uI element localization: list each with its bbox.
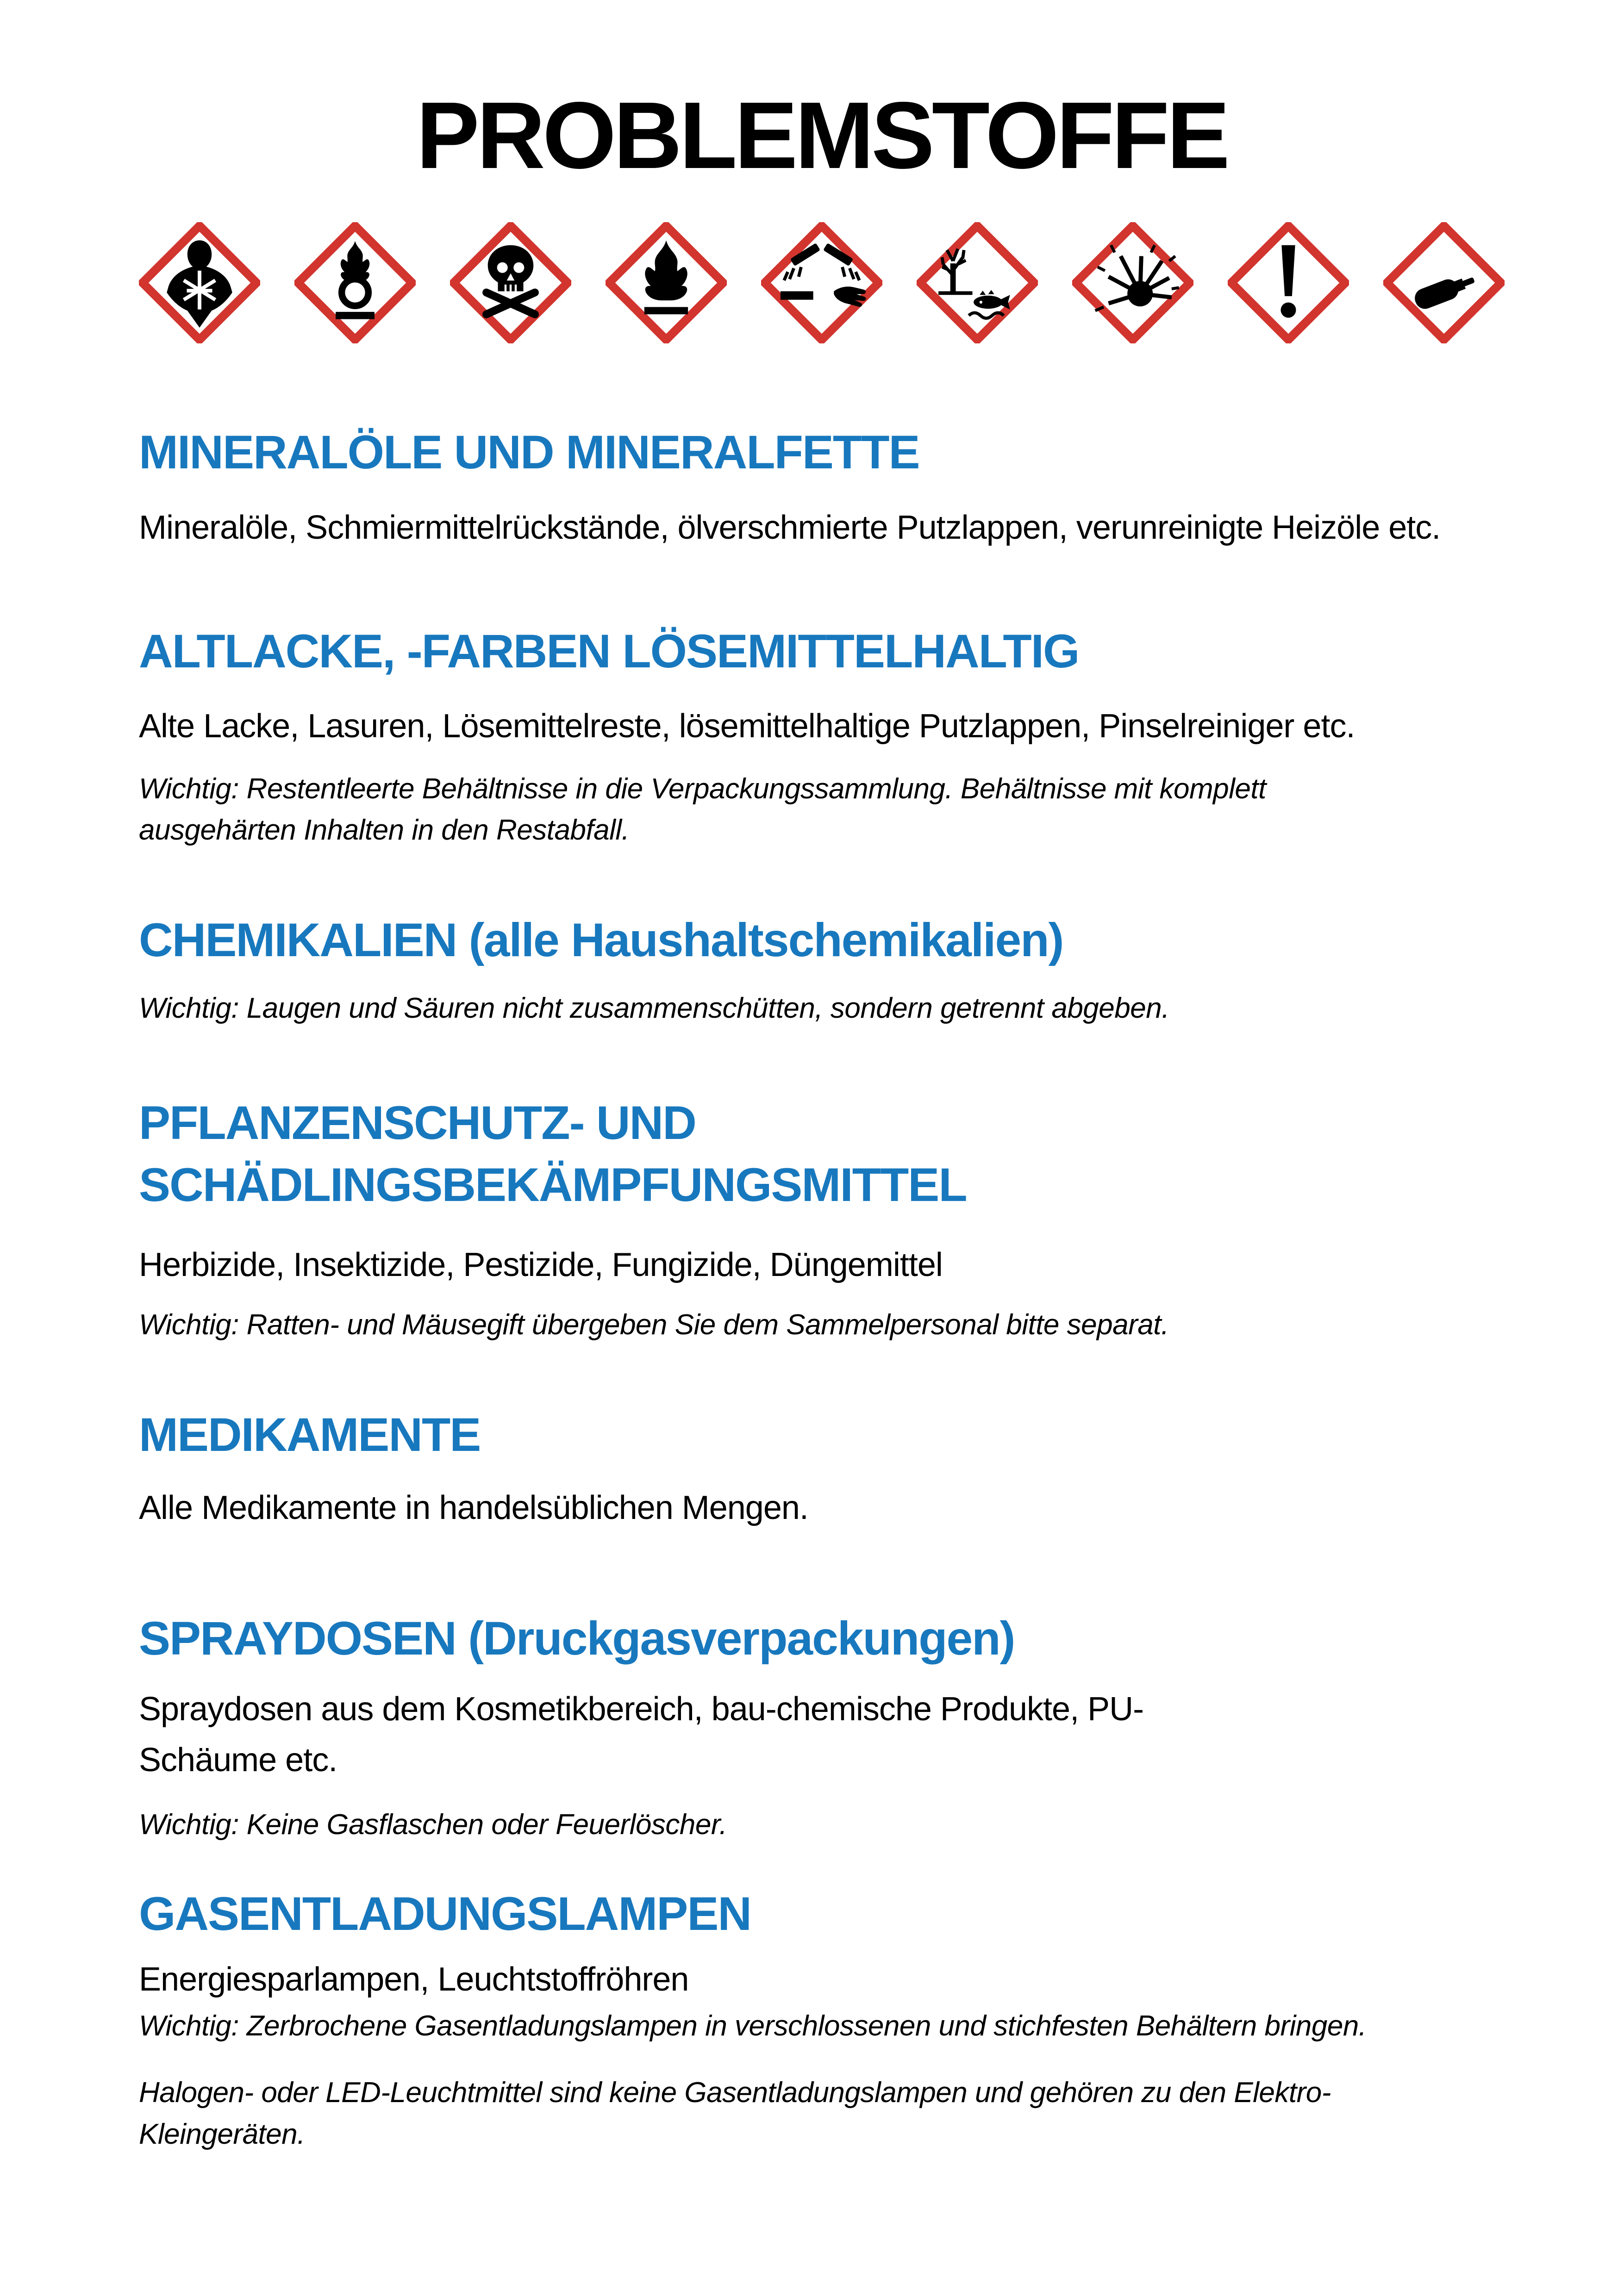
body-gasentladungslampen: Energiesparlampen, Leuchtstoffröhren	[139, 1961, 689, 1998]
body-spraydosen: Spraydosen aus dem Kosmetikbereich, bau-chemische Produkte, PU-Schäume etc.	[139, 1690, 1144, 1779]
corrosive-icon	[761, 222, 882, 343]
heading-medikamente: MEDIKAMENTE	[139, 1408, 481, 1462]
heading-gasentladungslampen: GASENTLADUNGSLAMPEN	[139, 1887, 751, 1940]
note-gasentladungslampen-zerbrochene: Wichtig: Zerbrochene Gasentladungslampen in verschlossenen und stichfesten Behältern bringen.	[139, 2010, 1367, 2042]
flammable-flame-icon	[606, 222, 727, 343]
section-gasentladungslampen	[139, 1883, 1505, 2155]
heading-chemikalien: CHEMIKALIEN (alle Haushaltschemikalien)	[139, 914, 1063, 967]
explosive-bomb-icon	[1072, 222, 1193, 343]
note-chemikalien: Wichtig: Laugen und Säuren nicht zusammenschütten, sondern getrennt abgeben.	[139, 992, 1169, 1024]
section-medikamente	[139, 1404, 1505, 1533]
section-mineraloele	[139, 421, 1505, 553]
section-pflanzenschutz	[139, 1092, 1505, 1346]
body-altlacke: Alte Lacke, Lasuren, Lösemittelreste, lösemittelhaltige Putzlappen, Pinselreiniger etc.	[139, 708, 1355, 745]
health-hazard-icon	[139, 222, 260, 343]
section-spraydosen	[139, 1607, 1505, 1846]
toxic-skull-crossbones-icon	[450, 222, 571, 343]
heading-altlacke: ALTLACKE, -FARBEN LÖSEMITTELHALTIG	[139, 624, 1079, 678]
page-title: PROBLEMSTOFFE	[416, 82, 1227, 188]
note-altlacke: Wichtig: Restentleerte Behältnisse in die Verpackungssammlung. Behältnisse mit komplett ausgehärten Inhalten in den Restabfall.	[139, 772, 1266, 846]
heading-pflanzenschutz: PFLANZENSCHUTZ- UND SCHÄDLINGSBEKÄMPFUNGSMITTEL	[139, 1096, 967, 1212]
body-mineraloele: Mineralöle, Schmiermittelrückstände, ölverschmierte Putzlappen, verunreinigte Heizöle etc.	[139, 509, 1441, 546]
exclamation-mark-icon	[1228, 222, 1349, 343]
content-area	[0, 82, 1624, 2155]
body-medikamente: Alle Medikamente in handelsüblichen Mengen.	[139, 1489, 808, 1526]
heading-mineraloele: MINERALÖLE UND MINERALFETTE	[139, 426, 919, 479]
ghs-pictogram-row	[139, 222, 1505, 343]
note-gasentladungslampen-elektro: Halogen- oder LED-Leuchtmittel sind keine Gasentladungslampen und gehören zu den Elektro-Kleingeräten.	[139, 2077, 1331, 2151]
environmental-hazard-icon	[917, 222, 1038, 343]
section-chemikalien	[139, 909, 1505, 1029]
note-pflanzenschutz: Wichtig: Ratten- und Mäusegift übergeben Sie dem Sammelpersonal bitte separat.	[139, 1309, 1169, 1341]
note-spraydosen: Wichtig: Keine Gasflaschen oder Feuerlöscher.	[139, 1808, 727, 1841]
heading-spraydosen: SPRAYDOSEN (Druckgasverpackungen)	[139, 1612, 1015, 1665]
oxidizing-flame-over-circle-icon	[294, 222, 416, 343]
gas-cylinder-icon	[1383, 222, 1505, 343]
body-pflanzenschutz: Herbizide, Insektizide, Pestizide, Fungizide, Düngemittel	[139, 1246, 943, 1284]
section-altlacke	[139, 620, 1505, 852]
